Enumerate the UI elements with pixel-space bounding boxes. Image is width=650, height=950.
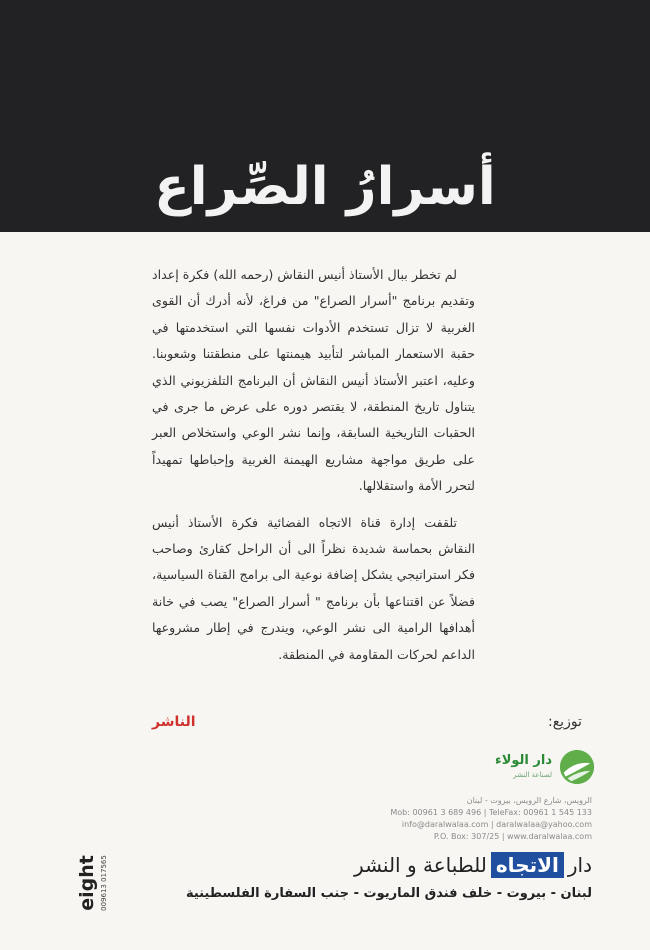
isbn-barcode-number: 009613 017565	[100, 855, 108, 911]
publisher-address: لبنان - بيروت - خلف فندق الماريوت - جنب السفارة الفلسطينية	[185, 886, 592, 901]
distributor-name: دار الولاء	[495, 753, 552, 768]
publisher-prefix: دار	[567, 853, 592, 877]
distribution-label: توزيع:	[548, 714, 582, 730]
blurb	[152, 262, 475, 678]
ittijah-logo: الاتجاه	[491, 852, 564, 878]
distributor-email: info@daralwalaa.com | daralwalaa@yahoo.com	[401, 820, 592, 829]
distributor-phone: Mob: 00961 3 689 496 | TeleFax: 00961 1 545 133	[390, 808, 592, 817]
book-title: أسرارُ الصِّراع	[154, 157, 496, 217]
distributor-pobox: P.O. Box: 307/25 | www.daralwalaa.com	[433, 832, 592, 841]
publisher-signature: الناشر	[152, 714, 196, 730]
blurb-paragraph: تلقفت إدارة قناة الاتجاه الفضائية فكرة الأستاذ أنيس النقاش بحماسة شديدة نظراً الى أن الراحل كقارئ وصاحب فكر استراتيجي يشكل إضافة نوعية الى برامج القناة السياسية، فضلاً عن اقتناعها بأن برنامج " أسرار الصراع" يصب في خانة أهدافها الرامية الى نشر الوعي، ويندرج في إطار مشروعها الداعم لحركات المقاومة في المنطقة.	[152, 514, 475, 662]
publisher-suffix: للطباعة و النشر	[354, 853, 487, 877]
publisher-name	[354, 852, 592, 878]
distributor-address: الرويس، شارع الرويس، بيروت - لبنان	[466, 796, 592, 805]
eight-logo: eight	[76, 855, 98, 911]
distributor-tagline: لصناعة النشر	[513, 771, 552, 779]
blurb-paragraph: لم تخطر ببال الأستاذ أنيس النقاش (رحمه الله) فكرة إعداد وتقديم برنامج "أسرار الصراع" من فراغ، لأنه أدرك أن القوى الغربية لا تزال تستخدم الأدوات نفسها التي استخدمتها في حقبة الاستعمار المباشر لتأبيد هيمنتها على منطقتنا وشعوبنا. وعليه، اعتبر الأستاذ أنيس النقاش أن البرنامج التلفزيوني الذي يتناول تاريخ المنطقة، لا يقتصر دوره على عرض ما جرى في الحقبات التاريخية السابقة، وإنما نشر الوعي واستخلاص العبر على طريق مواجهة مشاريع الهيمنة الغربية وإحباطها تمهيداً لتحرر الأمة واستقلالها.	[152, 267, 475, 494]
dar-alwalaa-leaf-icon	[558, 748, 596, 786]
